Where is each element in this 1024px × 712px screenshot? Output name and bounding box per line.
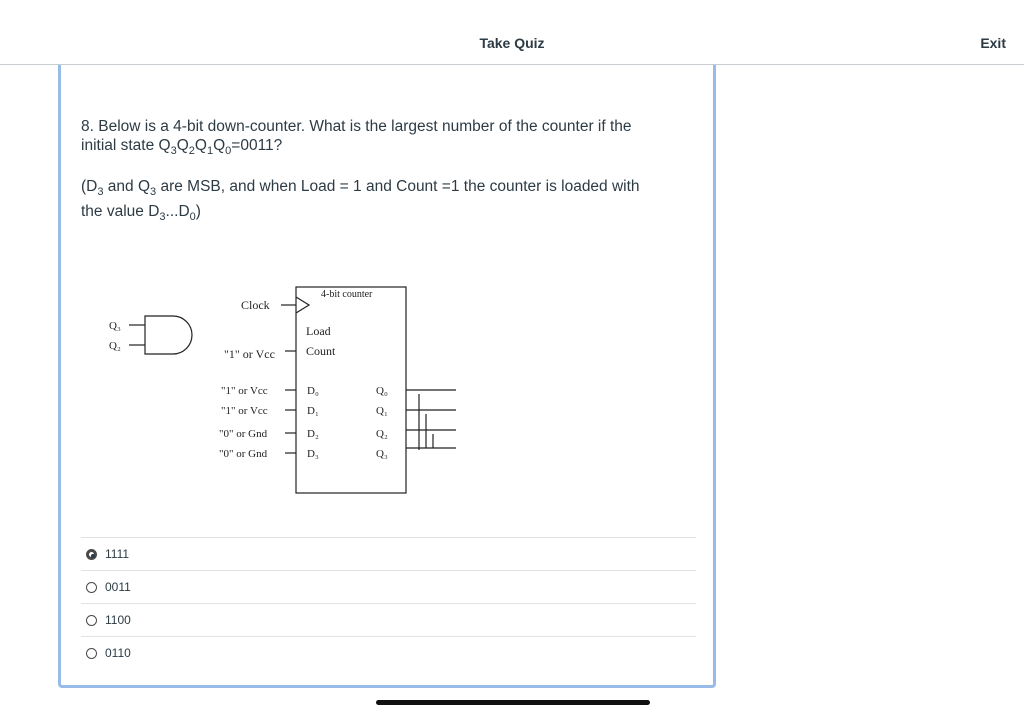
note-text: ) xyxy=(195,203,201,221)
q3-label: Q₃ xyxy=(376,448,388,460)
d1-input-label: "1" or Vcc xyxy=(221,405,268,417)
answer-option[interactable] xyxy=(81,537,696,570)
clock-label: Clock xyxy=(241,298,270,312)
d0-input-label: "1" or Vcc xyxy=(221,385,268,397)
subscript: 1 xyxy=(206,145,214,158)
subscript: 3 xyxy=(97,186,104,199)
clock-triangle xyxy=(296,297,309,313)
answer-option[interactable] xyxy=(81,570,696,603)
note-text: and Q xyxy=(103,178,151,196)
radio-selected-icon[interactable] xyxy=(86,549,97,560)
page-title: Take Quiz xyxy=(479,35,545,51)
question-card xyxy=(58,65,716,688)
answer-option[interactable] xyxy=(81,603,696,636)
answer-label: 1100 xyxy=(105,613,131,627)
d3-label: D₃ xyxy=(307,448,319,460)
exit-link[interactable]: Exit xyxy=(980,35,1006,51)
d2-label: D₂ xyxy=(307,428,319,440)
answer-label: 0110 xyxy=(105,646,131,660)
counter-diagram xyxy=(81,277,481,502)
top-bar xyxy=(0,0,1024,65)
state-letter: Q xyxy=(194,137,207,154)
answer-option[interactable] xyxy=(81,636,696,669)
load-label: Load xyxy=(306,324,331,338)
answer-list xyxy=(81,537,696,669)
counter-label: 4-bit counter xyxy=(321,289,373,300)
question-line-2-suffix: =0011? xyxy=(231,137,283,154)
subscript: 3 xyxy=(159,211,166,224)
d3-input-label: "0" or Gnd xyxy=(219,448,268,460)
note-text: are MSB, and when Load = 1 and Count =1 the counter is loaded with xyxy=(156,178,640,196)
note-text: (D xyxy=(81,178,98,196)
q1-label: Q₁ xyxy=(376,405,388,417)
subscript: 2 xyxy=(188,145,195,158)
counter-circuit-svg xyxy=(81,277,481,497)
radio-icon[interactable] xyxy=(86,648,97,659)
question-line-2-prefix: initial state Q xyxy=(81,137,171,154)
home-indicator xyxy=(376,700,650,705)
subscript: 3 xyxy=(170,145,177,158)
question-line-1: 8. Below is a 4-bit down-counter. What is the largest number of the counter if the xyxy=(81,118,632,135)
state-letter: Q xyxy=(213,137,226,154)
radio-icon[interactable] xyxy=(86,582,97,593)
note-text: the value D xyxy=(81,203,160,221)
count-label: Count xyxy=(306,344,336,358)
subscript: 3 xyxy=(150,186,157,199)
d0-label: D₀ xyxy=(307,385,319,397)
note-text: ...D xyxy=(165,203,190,221)
d2-input-label: "0" or Gnd xyxy=(219,428,268,440)
answer-label: 0011 xyxy=(105,580,131,594)
state-letter: Q xyxy=(176,137,189,154)
answer-label: 1111 xyxy=(105,547,130,561)
subscript: 0 xyxy=(189,211,196,224)
question-text xyxy=(81,117,701,243)
and-gate xyxy=(145,316,192,354)
radio-icon[interactable] xyxy=(86,615,97,626)
q0-label: Q₀ xyxy=(376,385,388,397)
subscript: 0 xyxy=(225,145,232,158)
gate-input-top-label: Q₃ xyxy=(109,320,121,332)
count-input-label: "1" or Vcc xyxy=(224,347,275,361)
d1-label: D₁ xyxy=(307,405,319,417)
q2-label: Q₂ xyxy=(376,428,388,440)
gate-input-bottom-label: Q₂ xyxy=(109,340,121,352)
